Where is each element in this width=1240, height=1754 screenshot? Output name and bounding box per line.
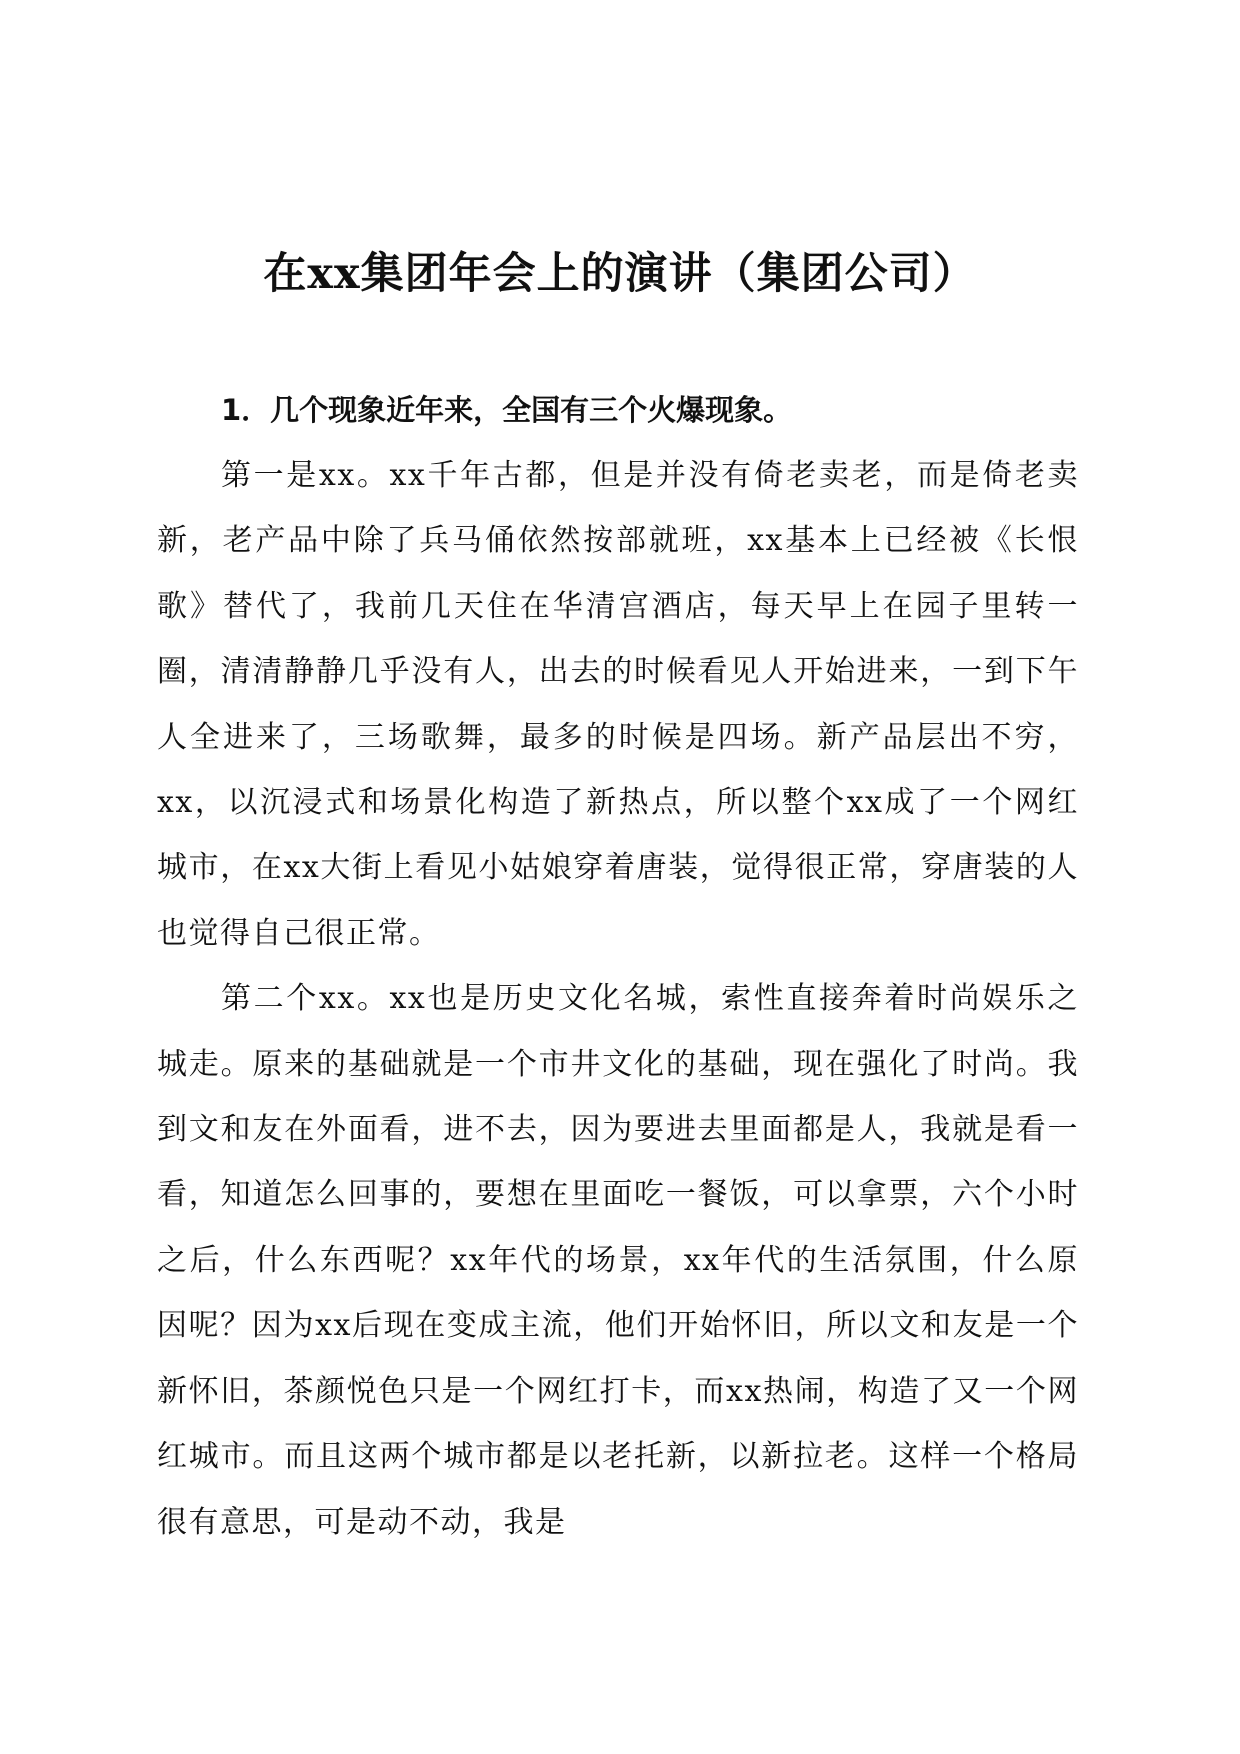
document-title: 在xx集团年会上的演讲（集团公司）	[263, 249, 977, 299]
paragraph-1: 第一是xx。xx千年古都，但是并没有倚老卖老，而是倚老卖新，老产品中除了兵马俑依然按部就班，xx基本上已经被《长恨歌》替代了，我前几天住在华清宫酒店，每天早上在园子里转一圈，清清静静几乎没有人，出去的时候看见人开始进来，一到下午人全进来了，三场歌舞，最多的时候是四场。新产品层出不穷，xx，以沉浸式和场景化构造了新热点，所以整个xx成了一个网红城市，在xx大街上看见小姑娘穿着唐装，觉得很正常，穿唐装的人也觉得自己很正常。	[157, 458, 1079, 951]
document-body	[157, 378, 1079, 1555]
paragraph-2: 第二个xx。xx也是历史文化名城，索性直接奔着时尚娱乐之城走。原来的基础就是一个市井文化的基础，现在强化了时尚。我到文和友在外面看，进不去，因为要进去里面都是人，我就是看一看，知道怎么回事的，要想在里面吃一餐饭，可以拿票，六个小时之后，什么东西呢？xx年代的场景，xx年代的生活氛围，什么原因呢？因为xx后现在变成主流，他们开始怀旧，所以文和友是一个新怀旧，茶颜悦色只是一个网红打卡，而xx热闹，构造了又一个网红城市。而且这两个城市都是以老托新，以新拉老。这样一个格局很有意思，可是动不动，我是	[157, 981, 1079, 1540]
section-heading: 1．几个现象近年来，全国有三个火爆现象。	[221, 393, 793, 427]
